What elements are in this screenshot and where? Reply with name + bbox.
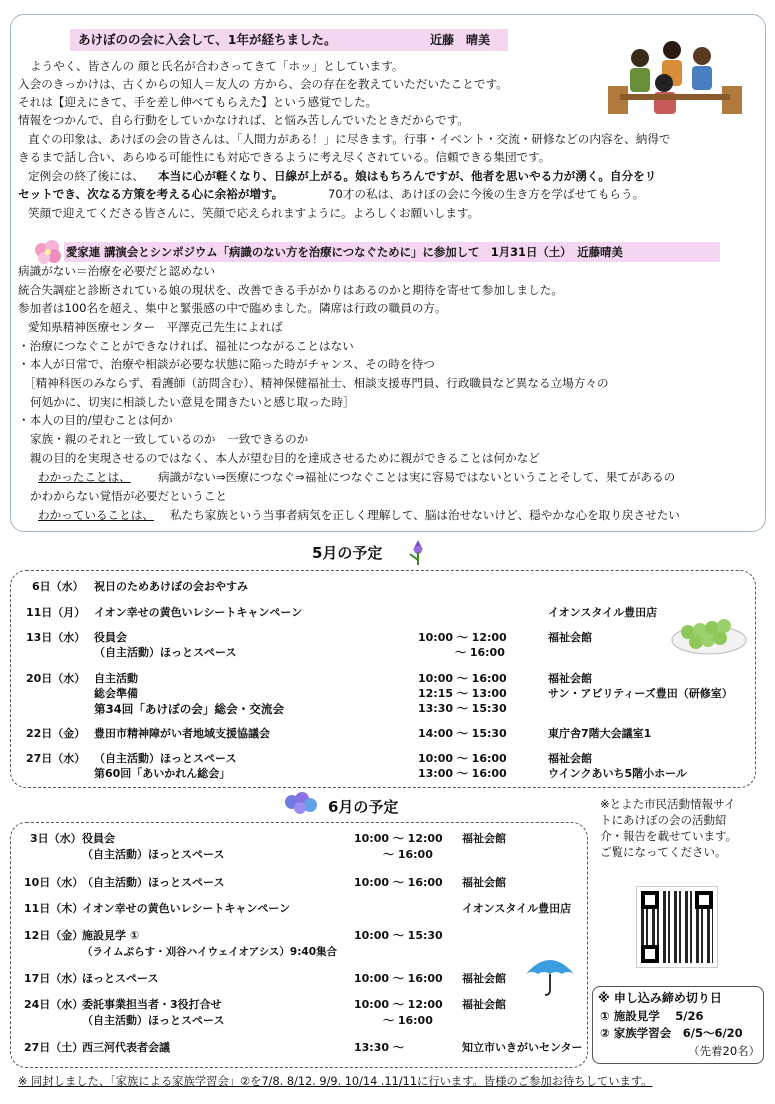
june-date: 24日（水）	[24, 998, 84, 1011]
june-time: 10:00 〜 12:00	[354, 998, 443, 1011]
may-time: 10:00 〜 16:00	[418, 672, 507, 685]
june-time: 10:00 〜 15:30	[354, 929, 443, 942]
article2-underlined-label: わかっていることは、	[38, 508, 154, 522]
june-event: 西三河代表者会議	[82, 1041, 170, 1054]
may-place: 福祉会館	[548, 631, 592, 644]
june-place: イオンスタイル豊田店	[462, 902, 572, 915]
june-time: 10:00 〜 16:00	[354, 876, 443, 889]
article1-line: きるまで話し合い、あらゆる可能性にも対応できるように考え尽くされている。信頼できる集団です。	[18, 150, 551, 164]
deadline-line: ② 家族学習会 6/5〜6/20	[600, 1026, 743, 1040]
article2-line: 親の目的を実現させるのではなく、本人が望む目的を達成させるために親ができることは何かなど	[30, 451, 540, 465]
june-event: ほっとスペース	[82, 972, 159, 985]
site-info-line: トにあけぼの会の活動紹	[600, 813, 727, 827]
may-time: 12:15 〜 13:00	[418, 687, 507, 700]
dango-sweets-illustration	[670, 600, 748, 658]
june-event-note: （ライムぷらす・刈谷ハイウェイオアシス）9:40集合	[82, 946, 338, 958]
june-time: 10:00 〜 16:00	[354, 972, 443, 985]
june-event: 施設見学 ①	[82, 929, 140, 942]
june-event: イオン幸せの黄色いレシートキャンペーン	[82, 902, 291, 915]
article1-line: それは【迎えにきて、手を差し伸べてもらえた】という感覚でした。	[18, 95, 378, 109]
june-event: 委託事業担当者・3役打合せ	[82, 998, 222, 1011]
article2-line: 家族・親のそれと一致しているのか 一致できるのか	[30, 432, 309, 446]
may-place: 福祉会館	[548, 752, 592, 765]
may-event: 総会準備	[94, 687, 138, 700]
june-date: 12日（金）	[24, 929, 84, 942]
may-event: （自主活動）ほっとスペース	[94, 752, 237, 765]
article2-line: 何処かに、切実に相談したい意見を聞きたいと感じ取った時］	[30, 395, 355, 409]
article2-line: 参加者は100名を超え、集中と緊張感の中で臨めました。隣席は行政の職員の方。	[18, 301, 447, 315]
article2-title: 愛家連 講演会とシンポジウム「病識のない方を治療につなぐために」に参加して 1月31日（土） 近藤晴美	[66, 245, 623, 259]
june-event: 役員会	[82, 832, 115, 845]
article1-line-prefix: 定例会の終了後には、	[28, 169, 144, 183]
article1-title: あけぼのの会に入会して、1年が経ちました。	[78, 32, 337, 47]
june-time: 〜 16:00	[383, 848, 433, 861]
may-date: 27日（水）	[26, 752, 86, 765]
may-event-highlight: 第34回「あけぼの会」総会・交流会	[94, 702, 285, 716]
may-date: 20日（水）	[26, 672, 86, 685]
may-event: 自主活動	[94, 672, 138, 685]
may-event: （自主活動）ほっとスペース	[94, 646, 237, 659]
article2-line: 病識がない＝治療を必要だと認めない	[18, 264, 216, 278]
june-time: 13:30 〜	[354, 1041, 404, 1054]
june-place: 福祉会館	[462, 832, 506, 845]
may-event: イオン幸せの黄色いレシートキャンペーン	[94, 606, 303, 619]
article2-line: ［精神科医のみならず、看護師（訪問含む）、精神保健福祉士、相談支援専門員、行政職員など異なる立場方々の	[24, 376, 609, 390]
article2-line: ・本人の目的/望むことは何か	[18, 413, 173, 427]
article2-line: 愛知県精神医療センター 平澤克己先生によれば	[28, 320, 283, 334]
article1-emphasis: 本当に心が軽くなり、日線が上がる。娘はもちろんですが、他者を思いやる力が湧く。自分をリ	[158, 169, 657, 183]
deadline-line: （先着20名）	[688, 1044, 761, 1058]
may-time: 〜 16:00	[455, 646, 505, 659]
iris-flower-icon	[405, 536, 431, 566]
may-place: サン・アビリティーズ豊田（研修室）	[548, 687, 733, 700]
footer-note: ※ 同封しました、「家族による家族学習会」②を7/8. 8/12. 9/9. 10/14 .11/11に行います。皆様のご参加お待ちしています。	[18, 1075, 653, 1088]
may-event: 役員会	[94, 631, 127, 644]
june-date: 10日（水）	[24, 876, 84, 889]
june-place: 知立市いきがいセンター	[462, 1041, 583, 1054]
june-event: （自主活動）ほっとスペース	[82, 1014, 225, 1027]
site-info-line: ご覧になってください。	[600, 845, 727, 859]
umbrella-icon	[522, 950, 578, 998]
article2-line: 統合失調症と診断されている娘の現状を、改善できる手がかりはあるのかと期待を寄せて参加しました。	[18, 283, 563, 297]
site-info-line: ※とよた市民活動情報サイ	[600, 797, 736, 811]
article2-line: 私たち家族という当事者病気を正しく理解して、脳は治せないけど、穏やかな心を取り戻させたい	[170, 508, 680, 522]
june-date: 11日（木）	[24, 902, 84, 915]
june-place: 福祉会館	[462, 972, 506, 985]
meeting-people-illustration	[600, 28, 750, 118]
may-event: 祝日のためあけぼの会おやすみ	[94, 580, 248, 593]
article2-line: 病識がない⇒医療につなぐ⇒福祉につなぐことは実に容易ではないということそして、果てがあるの	[158, 470, 676, 484]
article1-line: 70才の私は、あけぼの会に今後の生き方を学ばせてもらう。	[328, 187, 645, 201]
flower-icon	[32, 238, 64, 266]
hydrangea-icon	[282, 790, 322, 816]
may-place: イオンスタイル豊田店	[548, 606, 658, 619]
may-time: 13:00 〜 16:00	[418, 767, 507, 780]
june-place: 福祉会館	[462, 998, 506, 1011]
article1-author: 近藤 晴美	[430, 33, 491, 47]
june-place: 福祉会館	[462, 876, 506, 889]
deadline-title: ※ 申し込み締め切り日	[598, 991, 722, 1005]
may-time: 14:00 〜 15:30	[418, 727, 507, 740]
may-date: 11日（月）	[26, 606, 86, 619]
may-date: 22日（金）	[26, 727, 86, 740]
may-place: ウインクあいち5階小ホール	[548, 767, 687, 780]
article1-line: 入会のきっかけは、古くからの知人＝友人の 方から、会の存在を教えていただいたことです。	[18, 77, 508, 91]
may-time: 13:30 〜 15:30	[418, 702, 507, 715]
june-title: 6月の予定	[328, 798, 399, 816]
june-date: 17日（水）	[24, 972, 84, 985]
qr-code[interactable]	[636, 886, 718, 968]
may-place: 福祉会館	[548, 672, 592, 685]
may-time: 10:00 〜 16:00	[418, 752, 507, 765]
june-time: 〜 16:00	[383, 1014, 433, 1027]
may-date: 13日（水）	[26, 631, 86, 644]
may-event: 第60回「あいかれん総会」	[94, 767, 231, 780]
article1-line: 情報をつかんで、自ら行動をしていかなければ、と悩み苦しんでいたときだからです。	[18, 113, 469, 127]
article1-line: 笑顔で迎えてくださる皆さんに、笑顔で応えられますように。よろしくお願いします。	[28, 206, 480, 220]
deadline-line: ① 施設見学 5/26	[600, 1009, 704, 1023]
article2-line: かわからない覚悟が必要だということ	[30, 489, 228, 503]
article2-underlined-label: わかったことは、	[38, 470, 131, 484]
article1-line: 直ぐの印象は、あけぼの会の皆さんは、「人間力がある！」に尽きます。行事・イベント・交流・研修などの内容を、納得で	[28, 132, 671, 146]
may-time: 10:00 〜 12:00	[418, 631, 507, 644]
article1-line: ようやく、皆さんの 顔と氏名が合わさってきて「ホッ」としています。	[30, 59, 404, 73]
may-date: 6日（水）	[32, 580, 84, 593]
may-place: 東庁舎7階大会議室1	[548, 727, 652, 740]
may-title: 5月の予定	[312, 544, 383, 562]
may-event: 豊田市精神障がい者地域支援協議会	[94, 727, 270, 740]
site-info-line: 介・報告を載せています。	[600, 829, 738, 843]
june-date: 27日（土）	[24, 1041, 84, 1054]
article1-emphasis: セットでき、次なる方策を考える心に余裕が増す。	[18, 187, 284, 201]
june-time: 10:00 〜 12:00	[354, 832, 443, 845]
article2-line: ・治療につなぐことができなければ、福祉につながることはない	[18, 339, 354, 353]
june-event: （自主活動）ほっとスペース	[82, 848, 225, 861]
june-date: 3日（水）	[30, 832, 82, 845]
june-event: （自主活動）ほっとスペース	[82, 876, 225, 889]
article2-line: ・本人が日常で、治療や相談が必要な状態に陥った時がチャンス、その時を待つ	[18, 357, 435, 371]
